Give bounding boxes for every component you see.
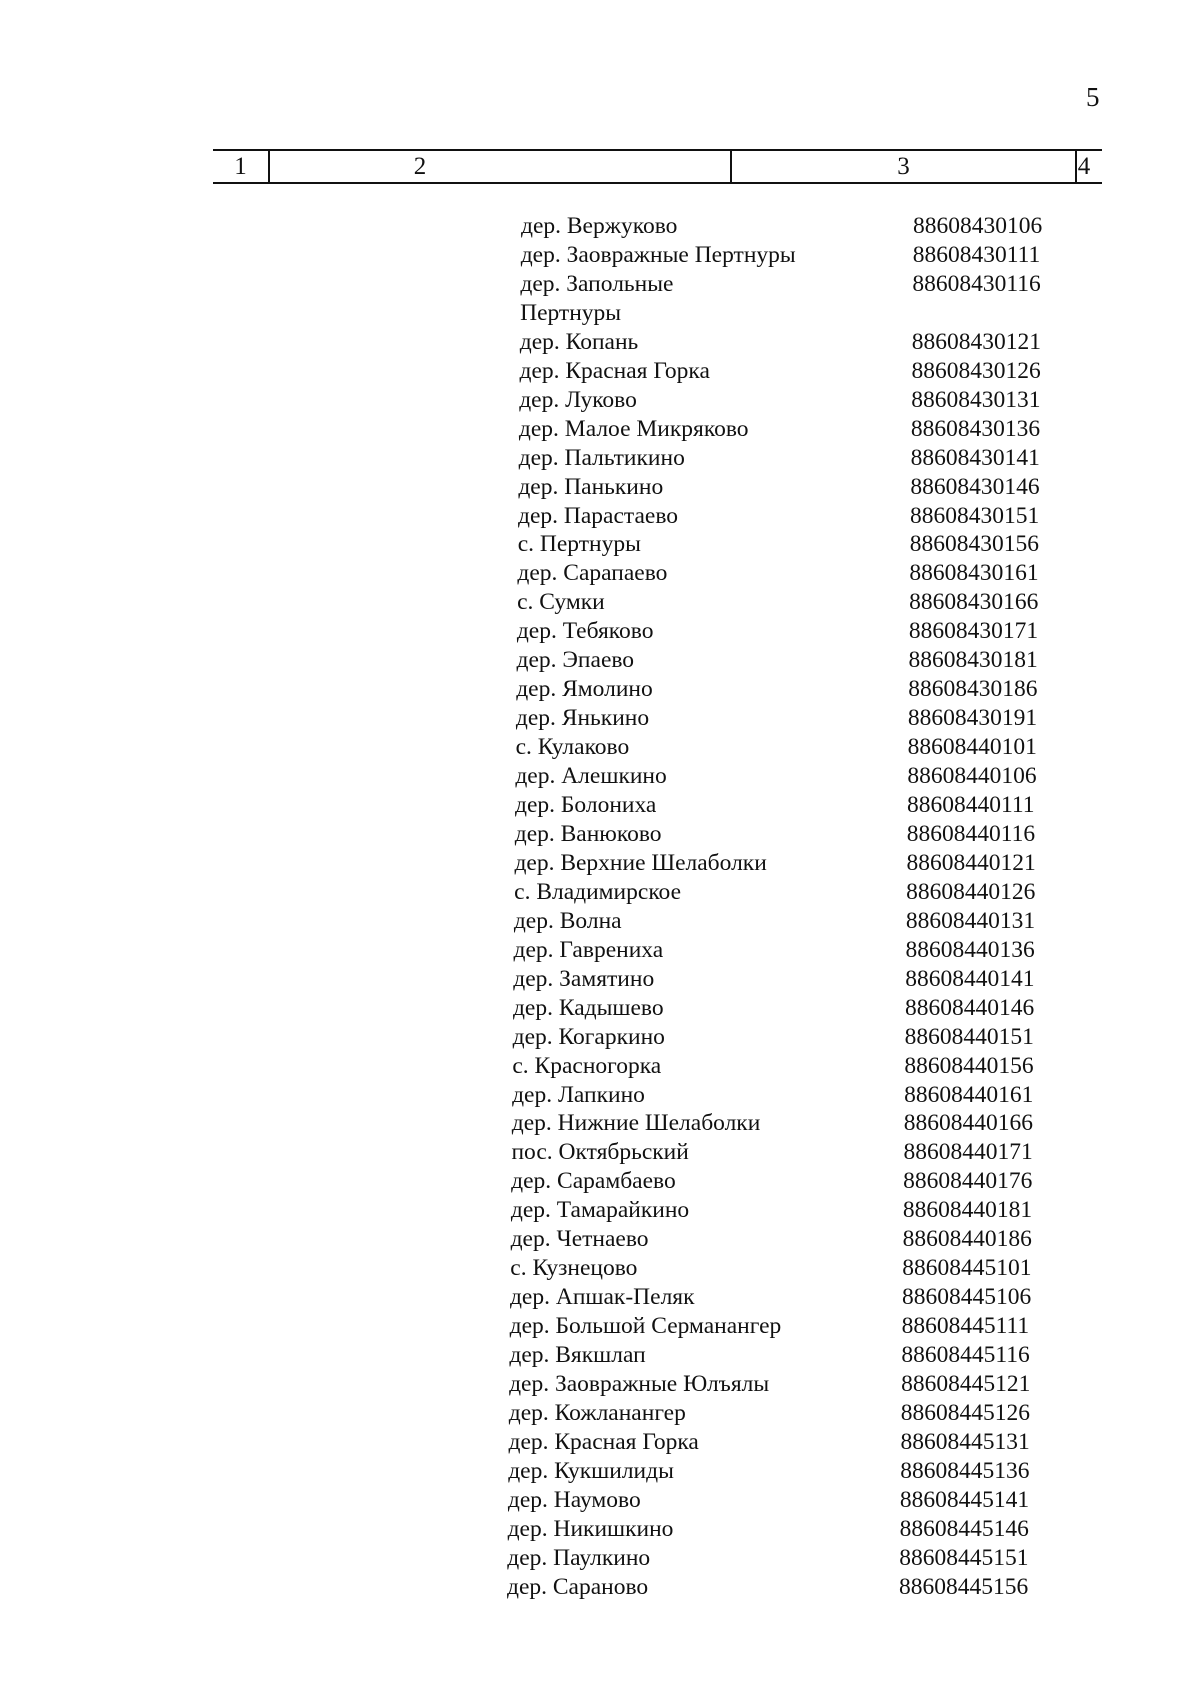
settlement-name: дер. Тебяково [516, 618, 654, 645]
settlement-name: с. Кулаково [515, 734, 630, 761]
settlement-name: дер. Заовражные Пертнуры [520, 241, 796, 268]
settlement-name: Пертнуры [520, 299, 622, 326]
oktmo-code: 88608430151 [910, 502, 1040, 529]
oktmo-code: 88608440126 [906, 878, 1036, 905]
settlement-name: дер. Парастаево [518, 502, 679, 529]
oktmo-code: 88608430106 [913, 213, 1043, 239]
settlement-name: дер. Заовражные Юлъялы [509, 1371, 770, 1397]
settlement-name: дер. Нижние Шелаболки [511, 1110, 761, 1137]
oktmo-code: 88608445126 [900, 1399, 1031, 1426]
table-header [213, 149, 1102, 184]
settlement-name: дер. Запольные [520, 270, 674, 297]
oktmo-code: 88608430186 [908, 676, 1038, 703]
oktmo-code: 88608440181 [902, 1197, 1033, 1224]
oktmo-code: 88608430156 [909, 531, 1039, 558]
oktmo-code: 88608440111 [907, 792, 1035, 818]
settlement-name: с. Владимирское [514, 878, 682, 905]
header-cell-4 [1077, 151, 1200, 182]
settlement-name: дер. Вякшлап [509, 1342, 646, 1369]
header-cell-label: 3 [897, 153, 910, 180]
oktmo-code: 88608430181 [908, 647, 1038, 674]
settlement-name: дер. Пальтикино [518, 444, 685, 471]
oktmo-code: 88608430161 [909, 560, 1039, 587]
oktmo-code: 88608440121 [906, 849, 1036, 876]
settlement-name: дер. Четнаево [510, 1226, 649, 1253]
header-cell-3 [732, 151, 1077, 182]
oktmo-code: 88608430136 [910, 415, 1041, 442]
settlement-name: дер. Янькино [515, 705, 650, 732]
oktmo-code: 88608440176 [903, 1168, 1033, 1195]
oktmo-code: 88608440116 [906, 820, 1036, 847]
oktmo-code: 88608445156 [899, 1573, 1029, 1600]
oktmo-code: 88608430121 [911, 328, 1042, 355]
settlement-name: дер. Паулкино [507, 1544, 651, 1571]
settlement-name: дер. Красная Горка [508, 1428, 699, 1455]
oktmo-code: 88608440131 [905, 907, 1036, 934]
oktmo-code: 88608440156 [904, 1052, 1034, 1079]
oktmo-code: 88608430191 [907, 705, 1038, 732]
settlement-name: дер. Никишкино [507, 1515, 674, 1542]
oktmo-code: 88608430126 [911, 357, 1041, 384]
oktmo-code: 88608440101 [907, 734, 1037, 761]
oktmo-code: 88608445151 [899, 1544, 1029, 1571]
settlement-name: дер. Вержуково [521, 213, 678, 239]
header-cell-2 [270, 151, 732, 182]
settlement-name: дер. Верхние Шелаболки [514, 849, 767, 876]
oktmo-code: 88608440141 [905, 965, 1035, 992]
settlement-name: дер. Эпаево [516, 647, 635, 674]
settlement-name: дер. Сарамбаево [511, 1168, 676, 1195]
settlement-name: дер. Панькино [518, 473, 664, 500]
settlement-name: дер. Апшак-Пеляк [509, 1284, 695, 1311]
oktmo-code: 88608445106 [901, 1284, 1032, 1311]
oktmo-code: 88608440161 [904, 1081, 1034, 1108]
page-number: 5 [1086, 82, 1100, 112]
settlement-name: дер. Малое Микряково [518, 415, 749, 442]
oktmo-code: 88608430171 [908, 618, 1039, 645]
oktmo-code: 88608445141 [899, 1486, 1030, 1513]
oktmo-code: 88608445136 [900, 1457, 1030, 1484]
settlement-name: дер. Волна [513, 907, 622, 934]
oktmo-code: 88608440151 [904, 1023, 1034, 1050]
oktmo-code: 88608445116 [901, 1342, 1030, 1369]
oktmo-code: 88608430141 [910, 444, 1040, 471]
header-cell-label: 2 [413, 153, 427, 180]
settlement-name: дер. Большой Серманангер [509, 1313, 782, 1340]
settlement-name: дер. Красная Горка [519, 357, 710, 384]
oktmo-code: 88608440186 [902, 1226, 1032, 1253]
oktmo-code: 88608445146 [899, 1515, 1029, 1542]
oktmo-code: 88608430131 [911, 386, 1041, 413]
header-cell-1 [213, 151, 270, 182]
settlement-name: дер. Кадышево [512, 994, 664, 1021]
header-cell-label: 1 [234, 153, 247, 180]
settlement-name: дер. Кукшилиды [508, 1457, 674, 1484]
oktmo-code: 88608440171 [903, 1139, 1033, 1166]
settlement-name: с. Сумки [517, 589, 605, 616]
settlement-name: дер. Копань [519, 328, 639, 355]
oktmo-code: 88608445131 [900, 1428, 1030, 1455]
settlement-name: дер. Ванюково [514, 820, 662, 847]
settlement-name: дер. Ямолино [516, 676, 653, 703]
oktmo-code: 88608445111 [901, 1313, 1030, 1340]
settlement-name: дер. Наумово [507, 1486, 641, 1513]
settlement-name: дер. Луково [519, 386, 637, 413]
settlement-name: дер. Гаврениха [513, 936, 664, 963]
settlement-name: дер. Алешкино [515, 763, 667, 790]
settlement-name: дер. Тамарайкино [510, 1197, 690, 1224]
oktmo-code: 88608440136 [905, 936, 1035, 963]
oktmo-code: 88608430111 [912, 241, 1041, 268]
settlement-name: дер. Болониха [515, 792, 657, 818]
settlement-name: пос. Октябрьский [511, 1139, 689, 1166]
header-cell-label: 4 [1077, 153, 1091, 180]
settlement-name: дер. Кожланангер [508, 1399, 686, 1426]
oktmo-code: 88608440166 [903, 1110, 1034, 1137]
settlement-name: дер. Лапкино [512, 1081, 645, 1108]
oktmo-code: 88608440106 [907, 763, 1037, 790]
oktmo-code: 88608440146 [904, 994, 1035, 1021]
oktmo-code: 88608430116 [912, 270, 1041, 297]
oktmo-code: 88608430146 [910, 473, 1040, 500]
settlement-name: дер. Сарапаево [517, 560, 668, 587]
settlement-name: дер. Замятино [513, 965, 655, 992]
settlement-name: дер. Сараново [507, 1573, 649, 1600]
oktmo-code: 88608445101 [902, 1255, 1032, 1282]
settlement-name: с. Пертнуры [517, 531, 641, 558]
settlement-name: с. Красногорка [512, 1052, 662, 1079]
settlement-name: дер. Когаркино [512, 1023, 665, 1050]
settlement-name: с. Кузнецово [510, 1255, 638, 1282]
oktmo-code: 88608430166 [909, 589, 1039, 616]
oktmo-code: 88608445121 [901, 1371, 1031, 1397]
